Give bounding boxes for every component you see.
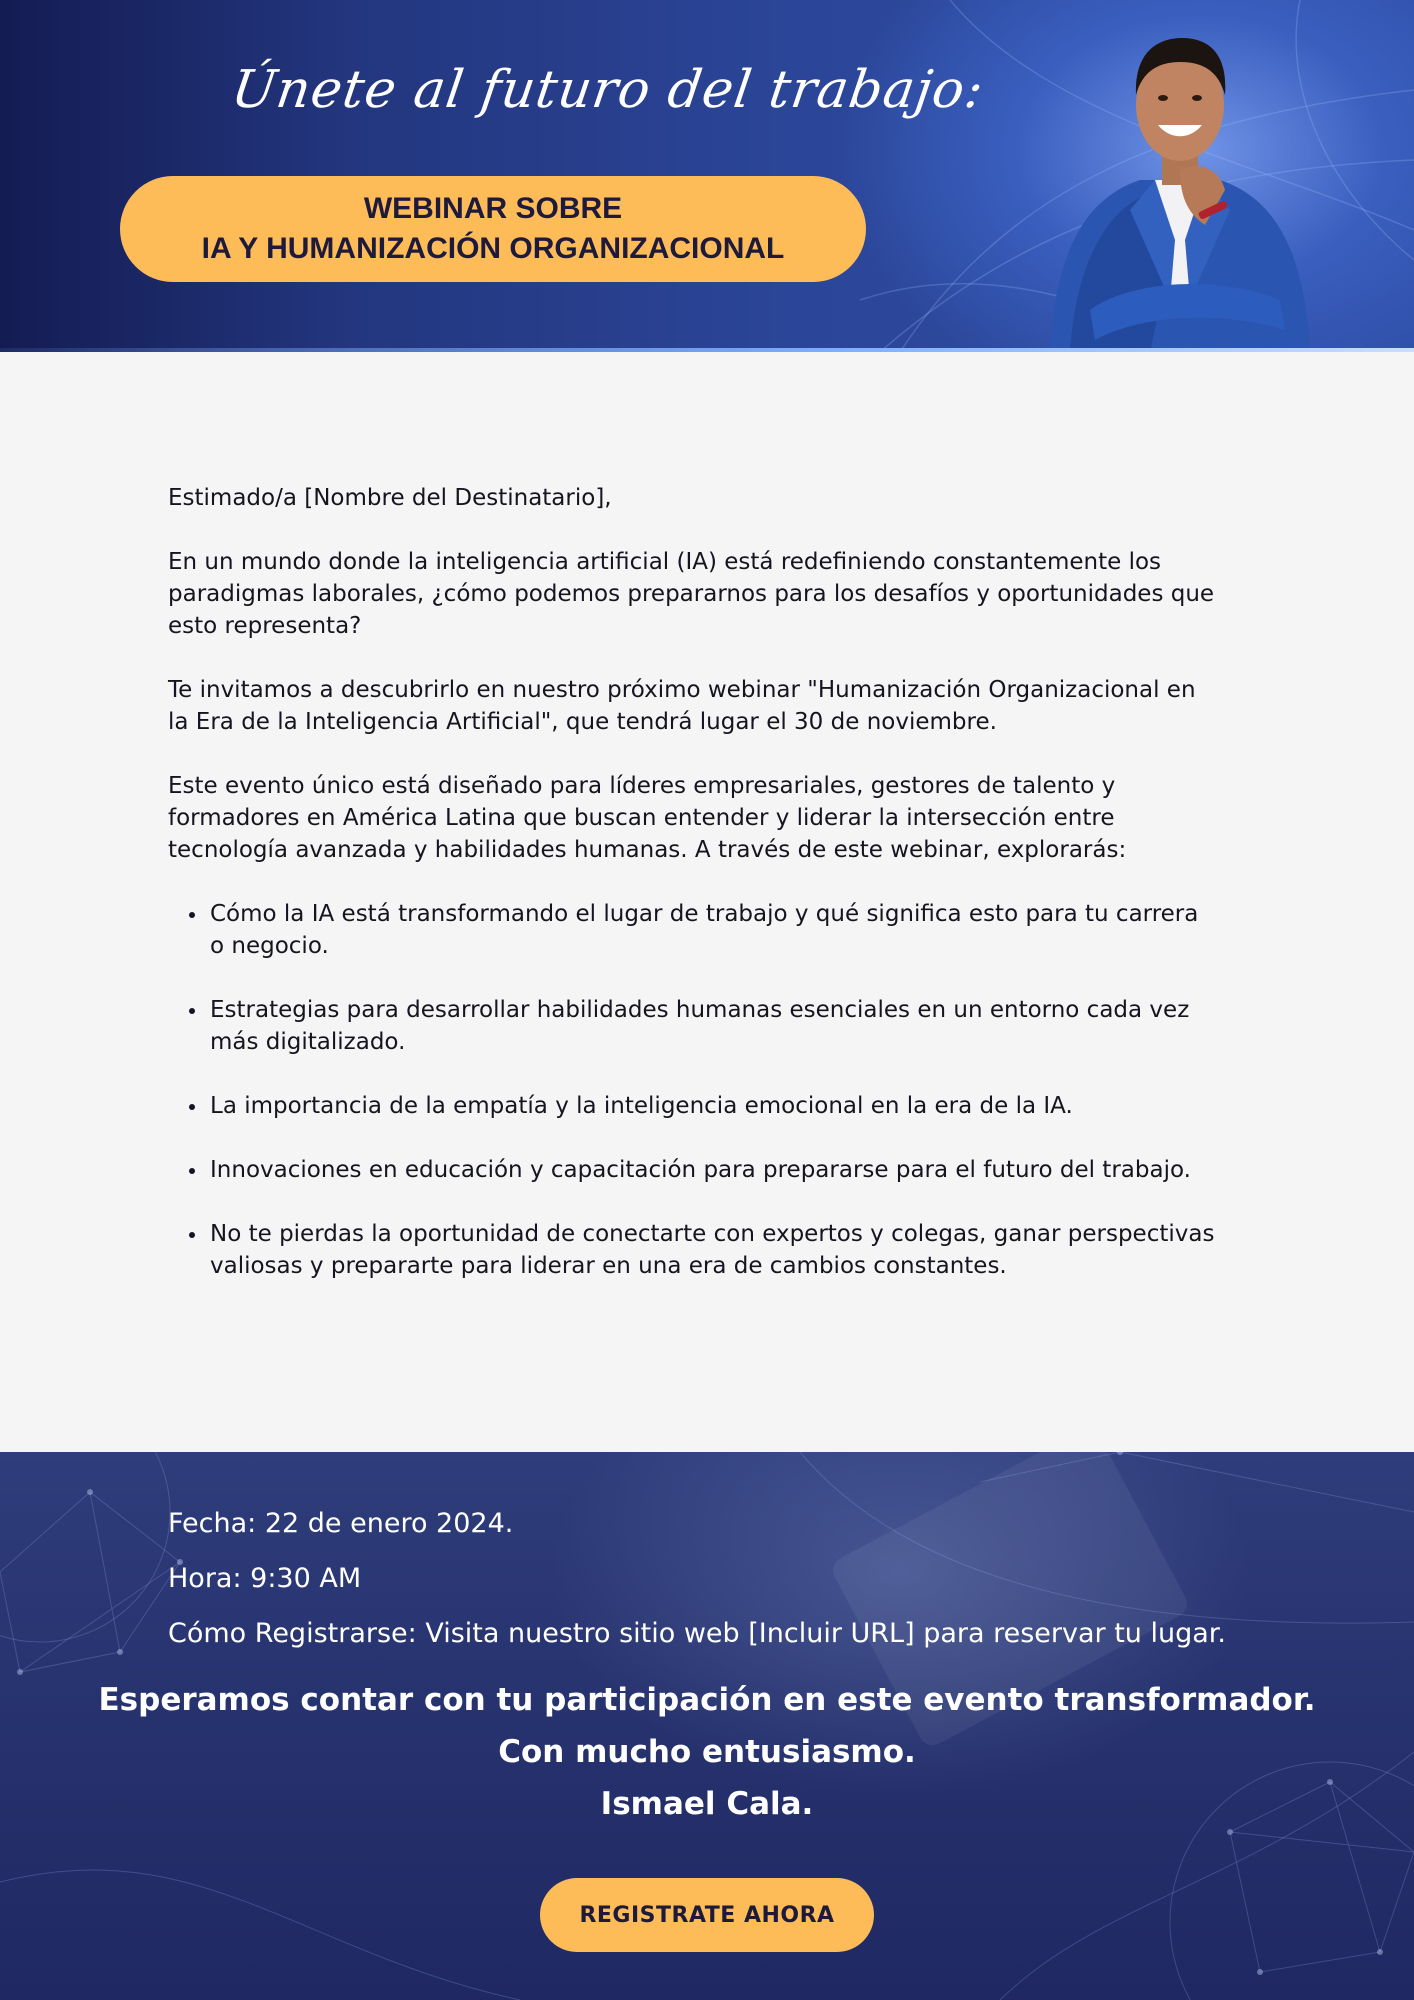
webinar-title-pill [120,176,866,282]
paragraph-intro: En un mundo donde la inteligencia artificial (IA) está redefiniendo constantemente los paradigmas laborales, ¿cómo podemos prepararnos para los desafíos y oportunidades que esto representa? [168,549,1215,639]
list-item: • Innovaciones en educación y capacitación para prepararse para el futuro del trabajo. [208,1154,1218,1186]
list-item: • La importancia de la empatía y la inteligencia emocional en la era de la IA. [208,1090,1218,1122]
speaker-portrait [1030,10,1330,352]
script-headline: Únete al futuro del trabajo: [227,60,988,120]
footer-banner [0,1452,1414,2000]
greeting: Estimado/a [Nombre del Destinatario], [168,485,612,511]
pill-line-1: WEBINAR SOBRE [363,192,623,225]
topics-list [168,898,1218,1282]
list-item: • Estrategias para desarrollar habilidades humanas esenciales en un entorno cada vez más digitalizado. [208,994,1218,1058]
list-item: • Cómo la IA está transformando el lugar de trabajo y qué significa esto para tu carrera o negocio. [208,898,1218,962]
event-time: Hora: 9:30 AM [168,1563,362,1594]
list-item: • No te pierdas la oportunidad de conectarte con expertos y colegas, ganar perspectivas valiosas y prepararte para liderar en una era de cambios constantes. [208,1218,1218,1282]
registration-info: Cómo Registrarse: Visita nuestro sitio web [Incluir URL] para reservar tu lugar. [168,1618,1226,1649]
header-banner [0,0,1414,352]
letter-body [168,482,1218,1314]
pill-line-2: IA Y HUMANIZACIÓN ORGANIZACIONAL [201,232,785,265]
paragraph-invitation: Te invitamos a descubrirlo en nuestro próximo webinar "Humanización Organizacional en la Era de la Inteligencia Artificial", que tendrá lugar el 30 de noviembre. [168,677,1196,735]
event-date: Fecha: 22 de enero 2024. [168,1508,514,1539]
register-now-button[interactable]: REGISTRATE AHORA [540,1878,874,1952]
paragraph-audience: Este evento único está diseñado para líderes empresariales, gestores de talento y formadores en América Latina que buscan entender y liderar la intersección entre tecnología avanzada y habilidades humanas. A través de este webinar, explorarás: [168,773,1127,863]
closing-line: Esperamos contar con tu participación en este evento transformador. [98,1682,1316,1718]
closing-sentiment: Con mucho entusiasmo. [498,1734,916,1770]
signature: Ismael Cala. [600,1786,814,1822]
